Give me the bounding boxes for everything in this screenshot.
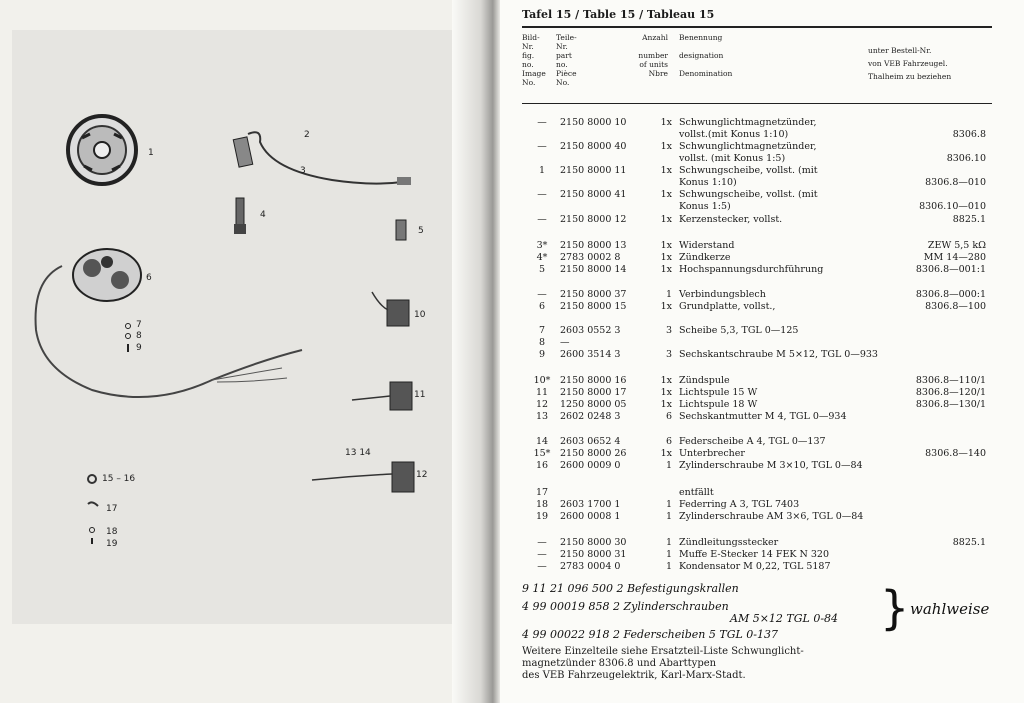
cell-bild: 17 bbox=[535, 487, 549, 498]
cell-bestell: 8825.1 bbox=[952, 537, 986, 548]
cell-anzahl: 1 bbox=[665, 537, 672, 548]
cell-teil: 2150 8000 40 bbox=[560, 141, 627, 152]
cell-anzahl: 1 bbox=[665, 289, 672, 300]
table-row bbox=[522, 325, 992, 336]
cell-teil: — bbox=[560, 337, 570, 348]
cell-benennung: Lichtspule 15 W bbox=[679, 387, 758, 398]
fig-label-12: 12 bbox=[416, 470, 428, 480]
cell-bestell: 8306.8—100 bbox=[925, 301, 986, 312]
cell-benennung: Kerzenstecker, vollst. bbox=[679, 214, 783, 225]
cell-bild: 18 bbox=[535, 499, 549, 510]
table-row bbox=[522, 289, 992, 300]
cell-bestell: 8306.8 bbox=[952, 129, 986, 140]
cell-bestell: 8306.8—130/1 bbox=[915, 399, 986, 410]
cell-anzahl: 1x bbox=[660, 141, 672, 152]
table-row bbox=[522, 201, 992, 212]
cell-bestell: 8306.10—010 bbox=[919, 201, 986, 212]
header-rule bbox=[522, 103, 992, 104]
cell-bild: 12 bbox=[535, 399, 549, 410]
spark-plug-drawing bbox=[234, 198, 246, 234]
fig-label-15-16: 15 – 16 bbox=[102, 474, 136, 484]
cell-anzahl: 1 bbox=[665, 511, 672, 522]
fig-label-1: 1 bbox=[148, 148, 154, 158]
table-row bbox=[522, 387, 992, 398]
cell-bild: 7 bbox=[538, 325, 546, 336]
cell-benennung: Zylinderschraube AM 3×6, TGL 0—84 bbox=[679, 511, 864, 522]
cell-benennung: Zündleitungsstecker bbox=[679, 537, 779, 548]
cell-teil: 2150 8000 30 bbox=[560, 537, 627, 548]
cell-teil: 2602 0248 3 bbox=[560, 411, 621, 422]
cell-bild: 13 bbox=[535, 411, 549, 422]
book-gutter bbox=[452, 0, 500, 703]
cell-bestell: MM 14—280 bbox=[923, 252, 986, 263]
cell-benennung: Grundplatte, vollst., bbox=[679, 301, 776, 312]
table-row bbox=[522, 549, 992, 560]
cell-benennung: vollst. (mit Konus 1:5) bbox=[679, 153, 786, 164]
handwritten-line-4: 4 99 00022 918 2 Federscheiben 5 TGL 0-137 bbox=[522, 628, 778, 641]
cell-bild: — bbox=[537, 141, 547, 152]
fig-label-10: 10 bbox=[414, 310, 426, 320]
table-row bbox=[522, 264, 992, 275]
fig-label-18: 18 bbox=[106, 527, 118, 537]
cell-benennung: Schwungscheibe, vollst. (mit bbox=[679, 165, 818, 176]
cell-teil: 2150 8000 12 bbox=[560, 214, 627, 225]
cell-bild: 1 bbox=[538, 165, 546, 176]
table-row bbox=[522, 337, 992, 348]
table-row bbox=[522, 561, 992, 572]
handwritten-brace: } bbox=[880, 581, 910, 635]
cell-benennung: Federscheibe A 4, TGL 0—137 bbox=[679, 436, 826, 447]
cell-teil: 2600 0008 1 bbox=[560, 511, 621, 522]
cell-teil: 2150 8000 37 bbox=[560, 289, 627, 300]
table-row bbox=[522, 240, 992, 251]
cell-benennung: Konus 1:5) bbox=[679, 201, 731, 212]
table-row bbox=[522, 349, 992, 360]
cell-anzahl: 1 bbox=[665, 549, 672, 560]
table-row bbox=[522, 301, 992, 312]
base-plate-drawing bbox=[36, 249, 302, 397]
cell-benennung: Schwunglichtmagnetzünder, bbox=[679, 141, 817, 152]
cell-anzahl: 1x bbox=[660, 387, 672, 398]
cell-anzahl: 1x bbox=[660, 301, 672, 312]
cell-benennung: Schwunglichtmagnetzünder, bbox=[679, 117, 817, 128]
cell-anzahl: 1x bbox=[660, 264, 672, 275]
footer-line-3: des VEB Fahrzeugelektrik, Karl-Marx-Stadt. bbox=[522, 670, 746, 681]
cell-teil: 2150 8000 17 bbox=[560, 387, 627, 398]
cell-bild: 19 bbox=[535, 511, 549, 522]
table-row bbox=[522, 129, 992, 140]
cell-teil: 2150 8000 41 bbox=[560, 189, 627, 200]
cell-bild: 14 bbox=[535, 436, 549, 447]
cell-bestell: 8306.8—120/1 bbox=[915, 387, 986, 398]
cell-anzahl: 3 bbox=[665, 325, 672, 336]
cell-teil: 2150 8000 15 bbox=[560, 301, 627, 312]
table-row bbox=[522, 499, 992, 510]
cell-bild: 3* bbox=[536, 240, 548, 251]
cell-benennung: vollst.(mit Konus 1:10) bbox=[679, 129, 789, 140]
cell-bestell: 8306.8—001:1 bbox=[915, 264, 986, 275]
cell-benennung: Zündspule bbox=[679, 375, 730, 386]
cell-teil: 2603 1700 1 bbox=[560, 499, 621, 510]
cell-bild: — bbox=[537, 289, 547, 300]
cell-anzahl: 6 bbox=[665, 411, 672, 422]
cell-anzahl: 6 bbox=[665, 436, 672, 447]
cell-benennung: Zylinderschraube M 3×10, TGL 0—84 bbox=[679, 460, 863, 471]
cell-bild: — bbox=[537, 189, 547, 200]
cell-teil: 2603 0552 3 bbox=[560, 325, 621, 336]
cell-benennung: Sechskantmutter M 4, TGL 0—934 bbox=[679, 411, 847, 422]
fig-label-9: 9 bbox=[136, 343, 142, 353]
cell-bestell: 8306.8—000:1 bbox=[915, 289, 986, 300]
cell-bild: 8 bbox=[538, 337, 546, 348]
fig-label-5: 5 bbox=[418, 226, 424, 236]
cell-teil: 2150 8000 11 bbox=[560, 165, 627, 176]
cell-teil: 2150 8000 13 bbox=[560, 240, 627, 251]
header-bild: Bild- Nr. fig. no. Image No. bbox=[522, 33, 546, 87]
cell-benennung: Muffe E-Stecker 14 FEK N 320 bbox=[679, 549, 829, 560]
footer-line-1: Weitere Einzelteile siehe Ersatzteil-Liste Schwunglicht- bbox=[522, 646, 804, 657]
cell-benennung: Sechskantschraube M 5×12, TGL 0—933 bbox=[679, 349, 878, 360]
table-row bbox=[522, 375, 992, 386]
header-teile: Teile- Nr. part no. Pièce No. bbox=[556, 33, 577, 87]
cell-bild: — bbox=[537, 561, 547, 572]
cell-teil: 2150 8000 14 bbox=[560, 264, 627, 275]
cell-benennung: Scheibe 5,3, TGL 0—125 bbox=[679, 325, 799, 336]
cell-bestell: 8306.8—110/1 bbox=[915, 375, 986, 386]
cell-teil: 2150 8000 26 bbox=[560, 448, 627, 459]
cell-anzahl: 1x bbox=[660, 117, 672, 128]
cell-teil: 1250 8000 05 bbox=[560, 399, 627, 410]
handwritten-line-1: 9 11 21 096 500 2 Befestigungskrallen bbox=[522, 582, 739, 595]
fig-label-8: 8 bbox=[136, 331, 142, 341]
cell-anzahl: 1x bbox=[660, 189, 672, 200]
handwritten-wahlweise: wahlweise bbox=[910, 600, 990, 618]
header-benennung: Benennung designation Denomination bbox=[679, 33, 733, 78]
cell-bild: 6 bbox=[538, 301, 546, 312]
cell-anzahl: 1x bbox=[660, 165, 672, 176]
cell-benennung: entfällt bbox=[679, 487, 714, 498]
exploded-parts-plate bbox=[12, 30, 452, 624]
fig-label-3: 3 bbox=[300, 166, 306, 176]
bushing-drawing bbox=[396, 220, 406, 240]
cell-anzahl: 1 bbox=[665, 561, 672, 572]
cell-benennung: Unterbrecher bbox=[679, 448, 745, 459]
fig-label-19: 19 bbox=[106, 539, 118, 549]
flywheel-drawing bbox=[68, 116, 136, 184]
cell-anzahl: 1x bbox=[660, 448, 672, 459]
table-row bbox=[522, 252, 992, 263]
small-parts-7-9 bbox=[126, 324, 131, 353]
cell-teil: 2603 0652 4 bbox=[560, 436, 621, 447]
cell-teil: 2783 0002 8 bbox=[560, 252, 621, 263]
footer-line-2: magnetzünder 8306.8 und Abarttypen bbox=[522, 658, 717, 669]
table-row bbox=[522, 511, 992, 522]
light-coil-18w-drawing bbox=[312, 462, 414, 492]
cell-teil: 2150 8000 16 bbox=[560, 375, 627, 386]
table-row bbox=[522, 537, 992, 548]
table-row bbox=[522, 153, 992, 164]
cell-anzahl: 1 bbox=[665, 460, 672, 471]
fig-label-11: 11 bbox=[414, 390, 426, 400]
cell-benennung: Federring A 3, TGL 7403 bbox=[679, 499, 800, 510]
fig-label-2: 2 bbox=[304, 130, 310, 140]
table-row bbox=[522, 436, 992, 447]
fig-label-6: 6 bbox=[146, 273, 152, 283]
cell-bestell: 8306.10 bbox=[946, 153, 986, 164]
handwritten-line-2: 4 99 00019 858 2 Zylinderschrauben bbox=[522, 600, 729, 613]
cell-bild: 16 bbox=[535, 460, 549, 471]
table-row bbox=[522, 448, 992, 459]
cell-anzahl: 3 bbox=[665, 349, 672, 360]
cell-bestell: 8306.8—010 bbox=[925, 177, 986, 188]
cell-bestell: 8306.8—140 bbox=[925, 448, 986, 459]
table-row bbox=[522, 399, 992, 410]
cell-anzahl: 1x bbox=[660, 375, 672, 386]
header-bestell: unter Bestell-Nr. von VEB Fahrzeugel. Thalheim zu beziehen bbox=[868, 46, 952, 81]
cell-bild: 11 bbox=[535, 387, 549, 398]
ignition-cable-drawing bbox=[233, 132, 411, 185]
cell-teil: 2600 0009 0 bbox=[560, 460, 621, 471]
table-row bbox=[522, 460, 992, 471]
cell-anzahl: 1x bbox=[660, 214, 672, 225]
table-row bbox=[522, 165, 992, 176]
table-row bbox=[522, 189, 992, 200]
cell-bestell: ZEW 5,5 kΩ bbox=[927, 240, 986, 251]
table-row bbox=[522, 411, 992, 422]
cell-teil: 2783 0004 0 bbox=[560, 561, 621, 572]
cell-bild: 5 bbox=[538, 264, 546, 275]
table-title: Tafel 15 / Table 15 / Tableau 15 bbox=[522, 8, 715, 21]
small-parts-15-19 bbox=[88, 475, 98, 544]
header-anzahl: Anzahl number of units Nbre bbox=[638, 33, 668, 78]
cell-bild: — bbox=[537, 117, 547, 128]
cell-benennung: Schwungscheibe, vollst. (mit bbox=[679, 189, 818, 200]
cell-teil: 2150 8000 31 bbox=[560, 549, 627, 560]
parts-illustration bbox=[12, 30, 452, 624]
cell-bestell: 8825.1 bbox=[952, 214, 986, 225]
cell-bild: — bbox=[537, 549, 547, 560]
footer-note bbox=[522, 646, 804, 682]
fig-label-4: 4 bbox=[260, 210, 266, 220]
cell-bild: — bbox=[537, 214, 547, 225]
cell-anzahl: 1 bbox=[665, 499, 672, 510]
cell-benennung: Konus 1:10) bbox=[679, 177, 737, 188]
table-row bbox=[522, 117, 992, 128]
top-rule bbox=[522, 26, 992, 28]
cell-anzahl: 1x bbox=[660, 399, 672, 410]
cell-benennung: Verbindungsblech bbox=[679, 289, 766, 300]
cell-teil: 2600 3514 3 bbox=[560, 349, 621, 360]
cell-bild: 10* bbox=[533, 375, 551, 386]
cell-benennung: Hochspannungsdurchführung bbox=[679, 264, 824, 275]
table-row bbox=[522, 487, 992, 498]
cell-benennung: Widerstand bbox=[679, 240, 735, 251]
table-row bbox=[522, 214, 992, 225]
cell-benennung: Zündkerze bbox=[679, 252, 731, 263]
cell-bild: 4* bbox=[536, 252, 548, 263]
cell-benennung: Kondensator M 0,22, TGL 5187 bbox=[679, 561, 831, 572]
cell-anzahl: 1x bbox=[660, 240, 672, 251]
cell-benennung: Lichtspule 18 W bbox=[679, 399, 758, 410]
cell-bild: 9 bbox=[538, 349, 546, 360]
cell-anzahl: 1x bbox=[660, 252, 672, 263]
handwritten-line-3: AM 5×12 TGL 0-84 bbox=[730, 612, 839, 625]
fig-label-13-14: 13 14 bbox=[345, 448, 371, 458]
cell-bild: 15* bbox=[533, 448, 551, 459]
left-page bbox=[0, 0, 470, 703]
right-page bbox=[500, 0, 1024, 703]
ignition-coil-drawing bbox=[372, 292, 409, 326]
cell-bild: — bbox=[537, 537, 547, 548]
cell-teil: 2150 8000 10 bbox=[560, 117, 627, 128]
table-row bbox=[522, 141, 992, 152]
fig-label-7: 7 bbox=[136, 320, 142, 330]
light-coil-15w-drawing bbox=[352, 382, 412, 410]
table-row bbox=[522, 177, 992, 188]
fig-label-17: 17 bbox=[106, 504, 118, 514]
